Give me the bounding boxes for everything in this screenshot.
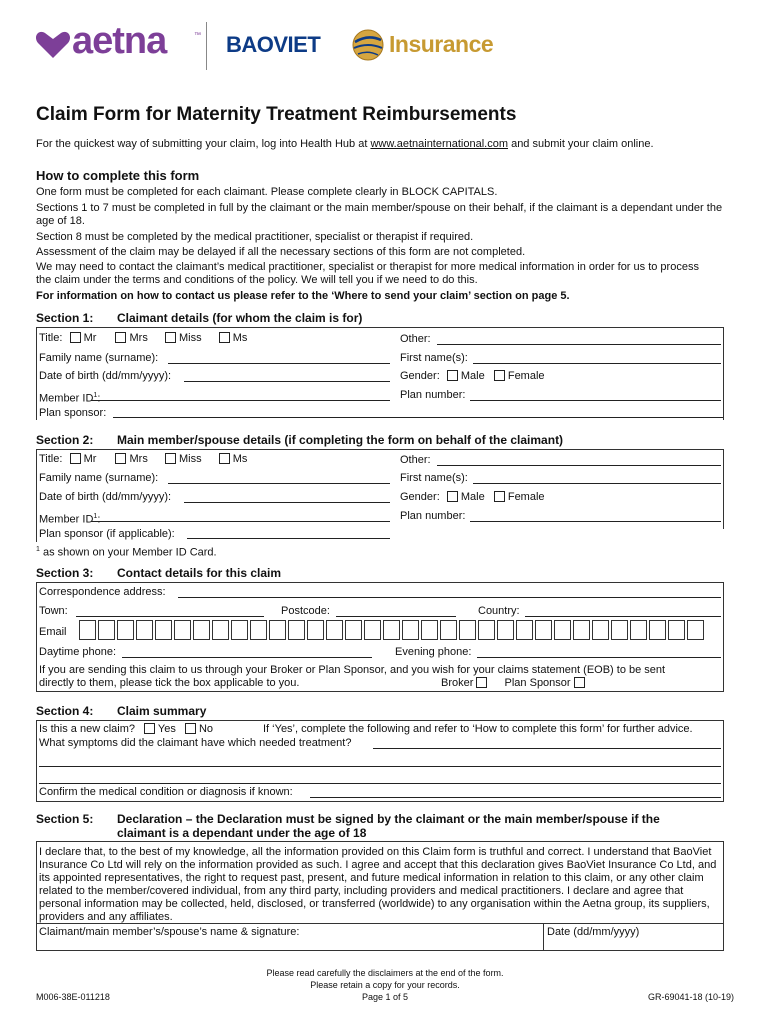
page-title: Claim Form for Maternity Treatment Reimbursements xyxy=(36,104,517,125)
s3-bottom-border xyxy=(36,691,724,692)
email-cell[interactable] xyxy=(668,620,685,640)
s1-mr-checkbox[interactable] xyxy=(70,332,81,343)
s4-no-label: No xyxy=(198,723,214,735)
email-cell[interactable] xyxy=(155,620,172,640)
insurance-wordmark: Insurance xyxy=(389,31,494,57)
s1-miss-label: Miss xyxy=(178,332,202,344)
how-line-2: Sections 1 to 7 must be completed in full by the claimant or the main member/spouse on their behalf, if the claimant is a dependant under the age of 18. xyxy=(36,202,723,227)
s2-dob-label: Date of birth (dd/mm/yyyy): xyxy=(39,491,172,503)
s1-other-field[interactable] xyxy=(437,333,721,345)
s4-yes-label: Yes xyxy=(157,723,176,735)
s1-member-field[interactable] xyxy=(91,389,390,401)
footer-disclaimer-1: Please read carefully the disclaimers at the end of the form. xyxy=(266,968,504,978)
s3-broker-checkbox[interactable] xyxy=(476,677,487,688)
s2-first-field[interactable] xyxy=(473,472,721,484)
s2-title: Main member/spouse details (if completing the form on behalf of the claimant) xyxy=(117,433,564,447)
s2-mrs-checkbox[interactable] xyxy=(115,453,126,464)
s1-dob-field[interactable] xyxy=(184,370,390,382)
s1-other-label: Other: xyxy=(400,333,431,345)
s4-bottom-border xyxy=(36,801,724,802)
s5-signature-label: Claimant/main member’s/spouse’s name & signature: xyxy=(39,926,300,938)
s2-footnote-sup: 1 xyxy=(36,546,40,553)
s1-sponsor-field[interactable] xyxy=(113,406,723,418)
aetna-heart-icon xyxy=(34,30,72,60)
s1-left-border xyxy=(36,327,37,420)
baoviet-logo xyxy=(226,30,526,64)
s2-first-label: First name(s): xyxy=(400,472,468,484)
s2-ms-checkbox[interactable] xyxy=(219,453,230,464)
s3-broker-label: Broker xyxy=(441,677,474,689)
s2-mr-label: Mr xyxy=(83,453,97,465)
email-cell[interactable] xyxy=(269,620,286,640)
s5-header xyxy=(36,812,724,842)
s1-title: Claimant details (for whom the claim is for) xyxy=(117,311,363,325)
s5-signature-field[interactable] xyxy=(37,940,542,950)
s3-postcode-field[interactable] xyxy=(336,605,456,617)
s1-member-sup: 1 xyxy=(93,392,98,399)
s2-title-label: Title: xyxy=(39,453,63,465)
s4-title: Claim summary xyxy=(117,704,207,718)
s1-member-colon: : xyxy=(97,392,101,405)
s4-symptoms-line-3[interactable] xyxy=(39,772,721,784)
s2-female-label: Female xyxy=(507,491,545,503)
email-cell[interactable] xyxy=(459,620,476,640)
s1-female-checkbox[interactable] xyxy=(494,370,505,381)
email-cell[interactable] xyxy=(231,620,248,640)
s2-miss-checkbox[interactable] xyxy=(165,453,176,464)
s1-ms-checkbox[interactable] xyxy=(219,332,230,343)
s2-member-sup: 1 xyxy=(93,513,98,520)
footer-form-code: M006-38E-011218 xyxy=(36,992,110,1002)
s2-other-label: Other: xyxy=(400,454,431,466)
email-cell[interactable] xyxy=(117,620,134,640)
s5-sig-divider xyxy=(36,923,724,924)
how-contact: For information on how to contact us please refer to the ‘Where to send your claim’ section on page 5. xyxy=(36,290,570,302)
s1-family-label: Family name (surname): xyxy=(39,352,159,364)
email-cell[interactable] xyxy=(364,620,381,640)
email-cell[interactable] xyxy=(497,620,514,640)
s3-email-label: Email xyxy=(39,626,67,638)
s4-confirm-label: Confirm the medical condition or diagnosis if known: xyxy=(39,786,293,798)
s3-corr-label: Correspondence address: xyxy=(39,586,166,598)
s3-plan-sponsor-label: Plan Sponsor xyxy=(504,677,571,689)
s1-male-label: Male xyxy=(460,370,485,382)
s5-date-field[interactable] xyxy=(545,940,722,950)
s1-num: Section 1: xyxy=(36,311,94,325)
email-cell[interactable] xyxy=(136,620,153,640)
footer-page-number: Page 1 of 5 xyxy=(361,992,409,1002)
s4-new-claim-label: Is this a new claim? xyxy=(39,723,135,735)
s3-header xyxy=(36,565,724,583)
aetna-tm: ™ xyxy=(194,32,201,39)
s2-family-label: Family name (surname): xyxy=(39,472,159,484)
health-hub-link[interactable]: www.aetnainternational.com xyxy=(370,138,509,150)
s1-first-label: First name(s): xyxy=(400,352,468,364)
s5-title-2: claimant is a dependant under the age of 18 xyxy=(117,826,367,840)
email-cell[interactable] xyxy=(79,620,96,640)
how-line-4: Assessment of the claim may be delayed if all the necessary sections of this form are not completed. xyxy=(36,246,526,258)
s3-corr-field[interactable] xyxy=(178,586,721,598)
s1-first-field[interactable] xyxy=(473,352,721,364)
s1-plan-number-label: Plan number: xyxy=(400,389,466,401)
email-cell[interactable] xyxy=(402,620,419,640)
s1-male-checkbox[interactable] xyxy=(447,370,458,381)
how-line-3: Section 8 must be completed by the medical practitioner, specialist or therapist if required. xyxy=(36,231,474,243)
s2-right-border xyxy=(723,449,724,529)
s4-right-border xyxy=(723,720,724,802)
s5-declaration-text: I declare that, to the best of my knowledge, all the information provided on this Claim form is truthful and correct. I understand that BaoViet Insurance Co Ltd will rely on the information provided as such. I agree and accept that this declaration gives BaoViet Insurance Co Ltd, and its appointed representatives, the right to request past, present, and future medical information in relation to this claim, or any other claim related to the member/covered individual, from any third party, including providers and medical practitioners. I declare and agree that personal information may be collected, held, disclosed, or transferred (worldwide) to any organisation within the Aetna group, its suppliers, providers and any affiliates. xyxy=(39,846,717,923)
s1-mr-label: Mr xyxy=(83,332,97,344)
s1-dob-label: Date of birth (dd/mm/yyyy): xyxy=(39,370,172,382)
s1-ms-label: Ms xyxy=(232,332,248,344)
email-cell[interactable] xyxy=(687,620,704,640)
email-cell[interactable] xyxy=(478,620,495,640)
s1-title-label: Title: xyxy=(39,332,63,344)
s2-title-row xyxy=(39,453,247,466)
s3-day-label: Daytime phone: xyxy=(39,646,117,658)
s3-broker-text-2: directly to them, please tick the box applicable to you. xyxy=(39,677,300,689)
s2-footnote xyxy=(36,543,217,560)
s4-left-border xyxy=(36,720,37,802)
s3-email-cells[interactable] xyxy=(79,620,724,640)
s3-evening-label: Evening phone: xyxy=(395,646,472,658)
s2-other-field[interactable] xyxy=(437,454,721,466)
s3-num: Section 3: xyxy=(36,566,94,580)
s5-date-label: Date (dd/mm/yyyy) xyxy=(547,926,640,938)
email-cell[interactable] xyxy=(630,620,647,640)
email-cell[interactable] xyxy=(421,620,438,640)
s1-plan-number-field[interactable] xyxy=(470,389,721,401)
baoviet-globe-icon xyxy=(351,28,385,62)
s2-num: Section 2: xyxy=(36,433,94,447)
s2-family-field[interactable] xyxy=(168,472,390,484)
s5-sig-vertical xyxy=(543,923,544,951)
aetna-logo xyxy=(34,20,204,62)
s1-mrs-checkbox[interactable] xyxy=(115,332,126,343)
footer-disclaimer-2: Please retain a copy for your records. xyxy=(310,980,460,990)
email-cell[interactable] xyxy=(554,620,571,640)
aetna-wordmark: aetna xyxy=(72,20,167,62)
email-cell[interactable] xyxy=(193,620,210,640)
s1-title-row xyxy=(39,332,247,345)
s2-dob-field[interactable] xyxy=(184,491,390,503)
email-cell[interactable] xyxy=(573,620,590,640)
s4-symptoms-line-2[interactable] xyxy=(39,755,721,767)
email-cell[interactable] xyxy=(212,620,229,640)
s2-sponsor-field[interactable] xyxy=(187,527,390,539)
s4-no-checkbox[interactable] xyxy=(185,723,196,734)
s3-evening-field[interactable] xyxy=(477,646,721,658)
s4-new-claim-row xyxy=(39,723,213,736)
s5-num: Section 5: xyxy=(36,812,94,826)
s2-sponsor-label: Plan sponsor (if applicable): xyxy=(39,528,175,540)
email-cell[interactable] xyxy=(307,620,324,640)
intro-text xyxy=(36,138,654,151)
how-line-1: One form must be completed for each claimant. Please complete clearly in BLOCK CAPITALS. xyxy=(36,186,498,198)
s1-female-label: Female xyxy=(507,370,545,382)
s1-family-field[interactable] xyxy=(168,352,390,364)
s2-member-colon: : xyxy=(97,513,101,526)
footer-gr-code: GR-69041-18 (10-19) xyxy=(647,992,734,1002)
s2-male-label: Male xyxy=(460,491,485,503)
email-cell[interactable] xyxy=(592,620,609,640)
s3-broker-text-1: If you are sending this claim to us through your Broker or Plan Sponsor, and you wish for your claims statement (EOB) to be sent xyxy=(39,664,666,676)
s2-header xyxy=(36,432,724,450)
email-cell[interactable] xyxy=(611,620,628,640)
email-cell[interactable] xyxy=(440,620,457,640)
s1-mrs-label: Mrs xyxy=(129,332,148,344)
s2-male-checkbox[interactable] xyxy=(447,491,458,502)
email-cell[interactable] xyxy=(174,620,191,640)
s1-right-border xyxy=(723,327,724,420)
s2-ms-label: Ms xyxy=(232,453,248,465)
s4-symptoms-field[interactable] xyxy=(373,737,721,749)
s4-header xyxy=(36,703,724,721)
s2-female-checkbox[interactable] xyxy=(494,491,505,502)
s1-member-text: Member ID xyxy=(39,392,94,405)
s3-title: Contact details for this claim xyxy=(117,566,282,580)
s4-symptoms-label: What symptoms did the claimant have which needed treatment? xyxy=(39,737,352,749)
email-cell[interactable] xyxy=(98,620,115,640)
s1-header xyxy=(36,310,724,328)
s2-plan-number-field[interactable] xyxy=(470,510,721,522)
s3-day-field[interactable] xyxy=(122,646,372,658)
how-line-5: We may need to contact the claimant’s medical practitioner, specialist or therapist for more medical information in order for us to process the claim under the terms and conditions of the policy. We will tell you if we need to do this. xyxy=(36,261,699,286)
s5-title-1: Declaration – the Declaration must be signed by the claimant or the main member/spouse if the xyxy=(117,812,660,826)
s3-town-label: Town: xyxy=(39,605,68,617)
s2-left-border xyxy=(36,449,37,542)
intro-before: For the quickest way of submitting your claim, log into Health Hub at xyxy=(36,138,371,150)
email-cell[interactable] xyxy=(326,620,343,640)
s4-confirm-field[interactable] xyxy=(310,786,721,798)
s3-left-border xyxy=(36,582,37,692)
s1-gender-label: Gender: xyxy=(400,370,440,382)
s2-member-text: Member ID xyxy=(39,513,94,526)
s4-if-yes: If ‘Yes’, complete the following and refer to ‘How to complete this form’ for further advice. xyxy=(263,723,693,735)
s2-gender-row xyxy=(400,491,545,504)
s2-gender-label: Gender: xyxy=(400,491,440,503)
email-cell[interactable] xyxy=(288,620,305,640)
s2-mrs-label: Mrs xyxy=(129,453,148,465)
s4-num: Section 4: xyxy=(36,704,94,718)
s4-yes-checkbox[interactable] xyxy=(144,723,155,734)
s1-sponsor-label: Plan sponsor: xyxy=(39,407,107,419)
s2-miss-label: Miss xyxy=(178,453,202,465)
email-cell[interactable] xyxy=(516,620,533,640)
s3-broker-row xyxy=(441,677,585,690)
s2-mr-checkbox[interactable] xyxy=(70,453,81,464)
s2-member-field[interactable] xyxy=(91,510,390,522)
s1-miss-checkbox[interactable] xyxy=(165,332,176,343)
s3-country-field[interactable] xyxy=(525,605,721,617)
s3-postcode-label: Postcode: xyxy=(281,605,330,617)
s2-plan-number-label: Plan number: xyxy=(400,510,466,522)
s3-country-label: Country: xyxy=(478,605,520,617)
s3-plan-sponsor-checkbox[interactable] xyxy=(574,677,585,688)
baoviet-wordmark: BAOVIET xyxy=(226,32,321,57)
logo-divider xyxy=(206,22,207,70)
s2-footnote-text: as shown on your Member ID Card. xyxy=(39,546,217,559)
email-cell[interactable] xyxy=(383,620,400,640)
how-heading: How to complete this form xyxy=(36,168,200,183)
s3-town-field[interactable] xyxy=(76,605,264,617)
s1-gender-row xyxy=(400,370,545,383)
email-cell[interactable] xyxy=(535,620,552,640)
email-cell[interactable] xyxy=(345,620,362,640)
email-cell[interactable] xyxy=(649,620,666,640)
email-cell[interactable] xyxy=(250,620,267,640)
intro-after: and submit your claim online. xyxy=(508,138,654,150)
